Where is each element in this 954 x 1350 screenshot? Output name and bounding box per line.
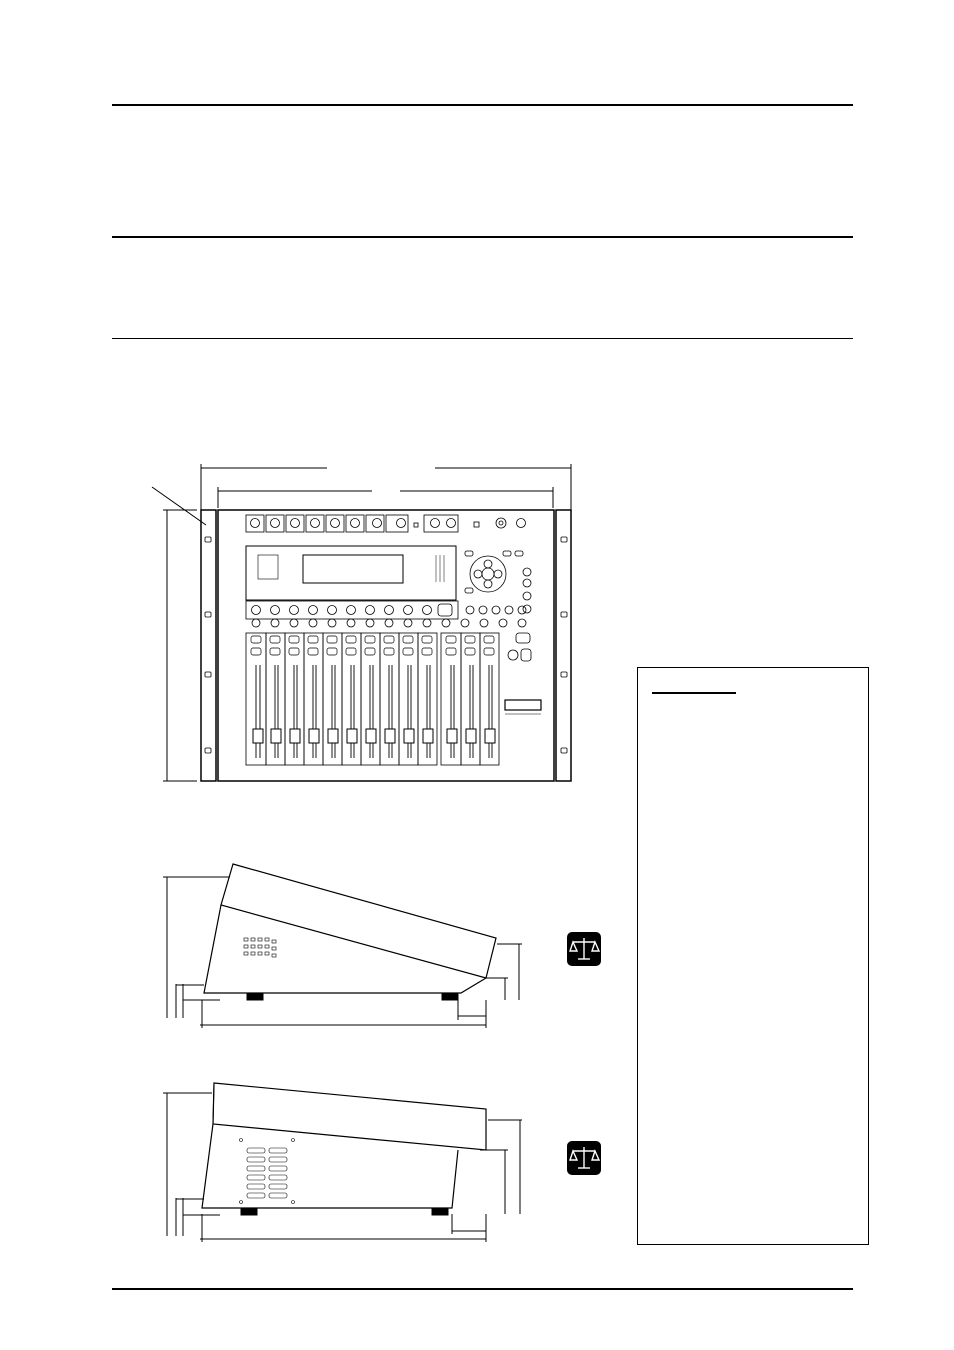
side-view-flat bbox=[163, 1083, 522, 1242]
front-view bbox=[152, 464, 571, 781]
brand-logo bbox=[505, 700, 541, 714]
scales-icon bbox=[567, 1141, 601, 1175]
side-view-upright bbox=[163, 864, 522, 1028]
specifications-panel bbox=[637, 667, 869, 1245]
scales-icon bbox=[567, 932, 601, 966]
spec-heading-underline bbox=[652, 692, 736, 694]
